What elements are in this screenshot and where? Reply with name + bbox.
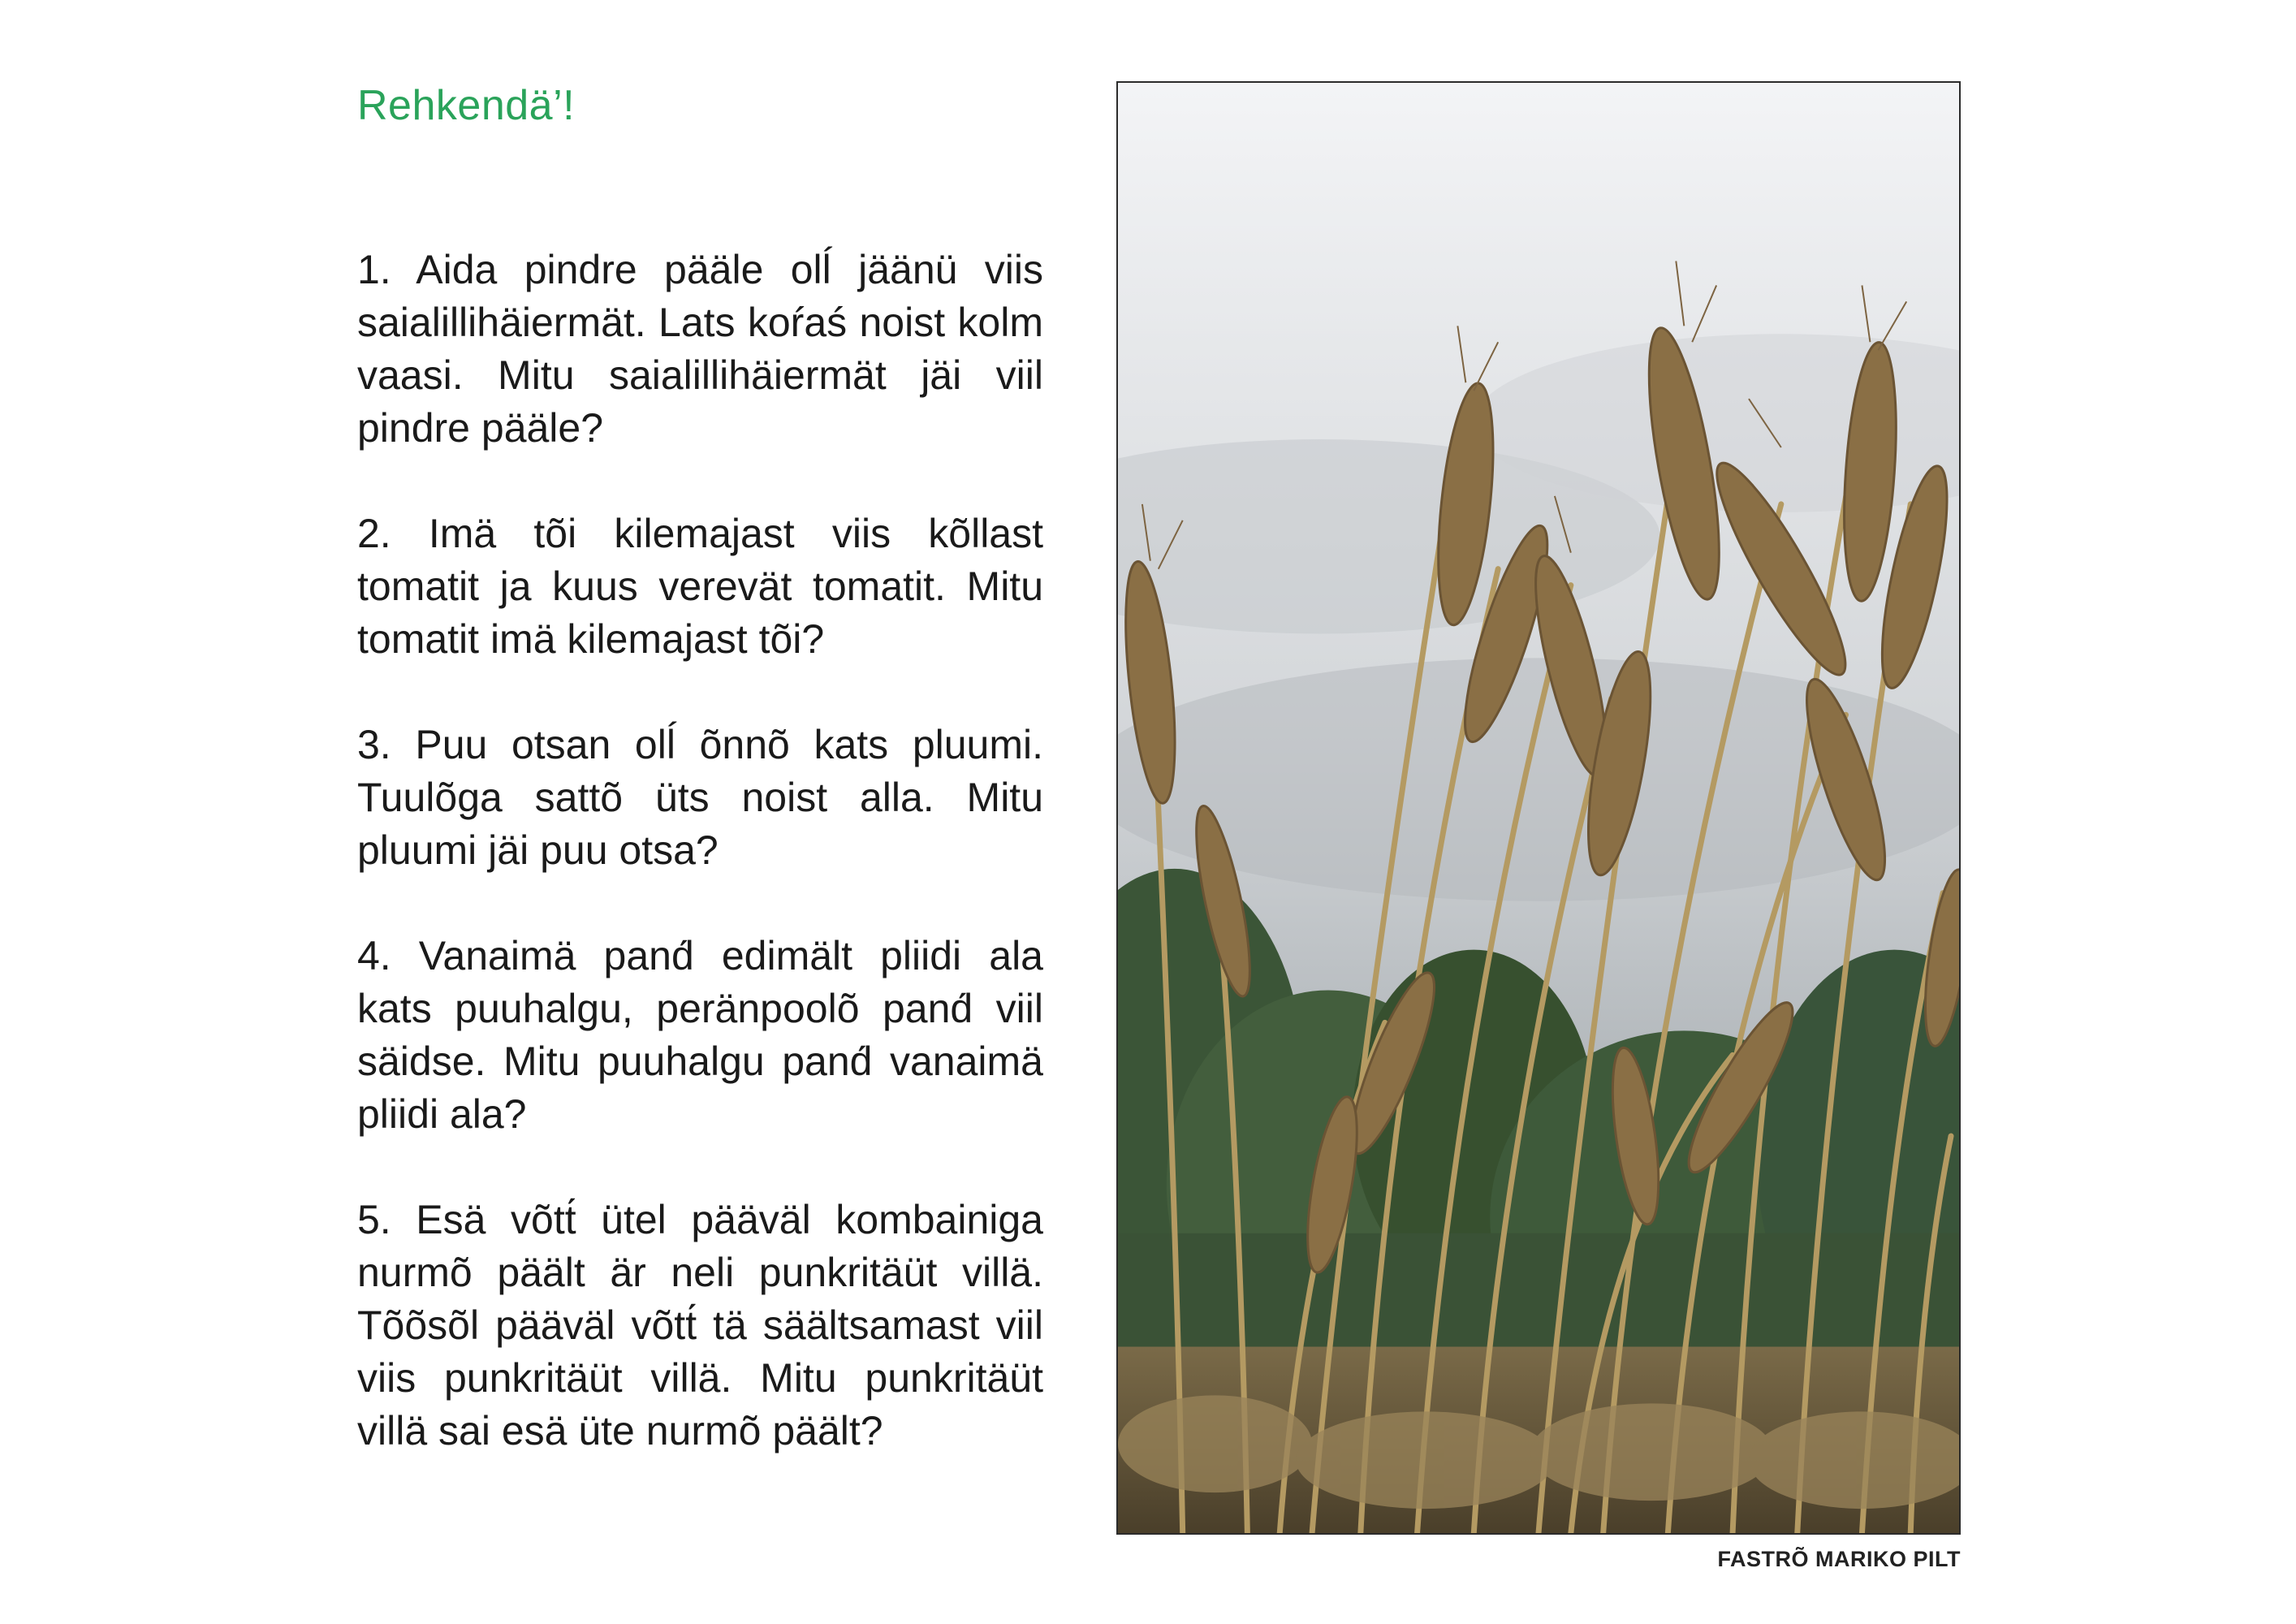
tasks-column — [357, 244, 1043, 1510]
task-1: 1. Aida pindre pääle olĺ jäänü viis saialillihäiermät. Lats koŕaś noist kolm vaasi. Mitu saialillihäiermät jäi viil pindre pääle? — [357, 247, 1043, 451]
task-3: 3. Puu otsan olĺ õnnõ kats pluumi. Tuulõga sattõ üts noist alla. Mitu pluumi jäi puu otsa? — [357, 722, 1043, 873]
wheat-photo-illustration — [1118, 83, 1959, 1533]
task-5: 5. Esä võtt́ ütel pääväl kombainiga nurmõ päält är neli punkritäüt villä. Tõõsõl pääväl võtt́ tä säältsamast viil viis punkritäüt villä. Mitu punkritäüt villä sai esä üte nurmõ päält? — [357, 1197, 1043, 1453]
task-2: 2. Imä tõi kilemajast viis kõllast tomatit ja kuus verevät tomatit. Mitu tomatit imä kilemajast tõi? — [357, 511, 1043, 662]
wheat-photo — [1116, 81, 1961, 1535]
page-heading: Rehkendä’! — [357, 82, 576, 129]
photo-credit: FASTRÕ MARIKO PILT — [1717, 1547, 1961, 1571]
task-4: 4. Vanaimä pand́ edimält pliidi ala kats puuhalgu, peränpoolõ pand́ viil säidse. Mitu puuhalgu pand́ vanaimä pliidi ala? — [357, 933, 1043, 1137]
